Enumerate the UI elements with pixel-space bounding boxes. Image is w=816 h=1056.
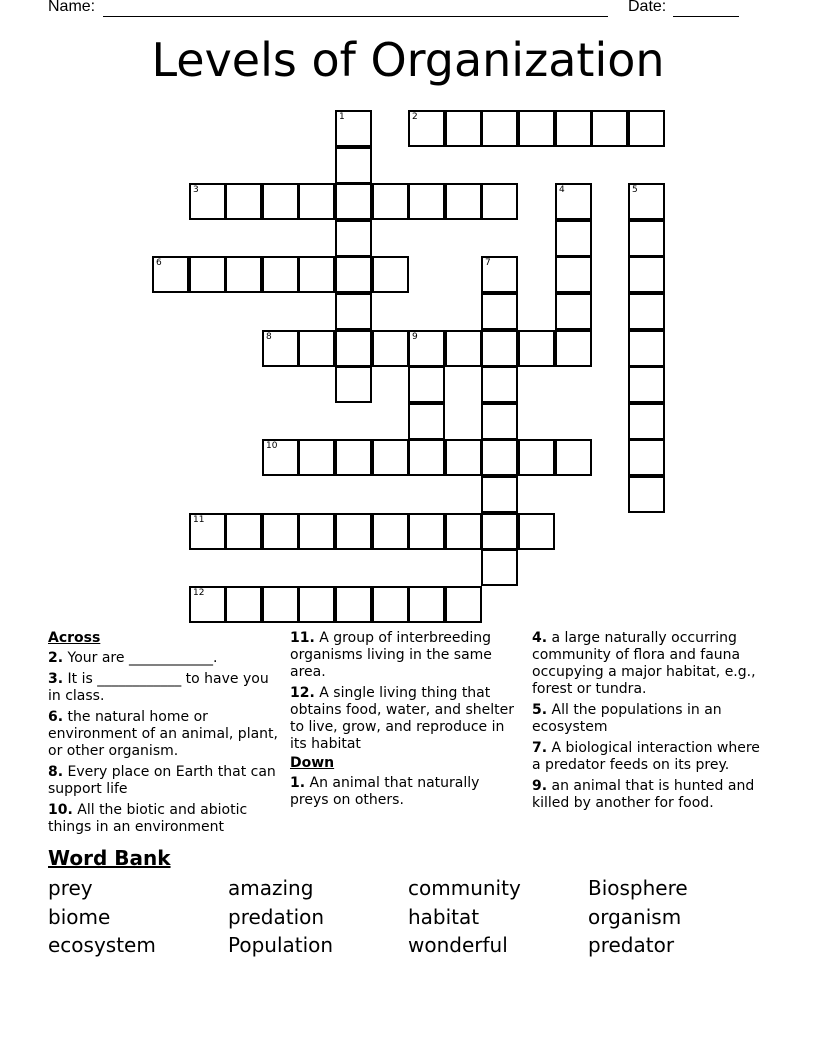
crossword-cell[interactable] (262, 183, 299, 220)
clue-number: 7 (485, 258, 491, 268)
clue-number-label: 5. (532, 702, 548, 718)
crossword-cell[interactable] (335, 256, 372, 293)
crossword-cell[interactable] (372, 256, 409, 293)
clue-number-label: 7. (532, 740, 548, 756)
crossword-cell[interactable] (298, 330, 335, 367)
clue-text: A single living thing that obtains food, water, and shelter to live, grow, and reproduce in its habitat (290, 685, 514, 752)
crossword-cell[interactable] (628, 183, 665, 220)
crossword-cell[interactable] (372, 439, 409, 476)
clue-item (290, 775, 522, 809)
crossword-cell[interactable] (591, 110, 628, 147)
crossword-cell[interactable] (408, 403, 445, 440)
clue-number-label: 11. (290, 630, 315, 646)
crossword-cell[interactable] (481, 256, 518, 293)
crossword-cell[interactable] (189, 513, 226, 550)
clue-item (48, 764, 280, 798)
clue-number-label: 1. (290, 775, 306, 791)
crossword-cell[interactable] (518, 439, 555, 476)
clue-number: 4 (559, 185, 565, 195)
crossword-cell[interactable] (628, 439, 665, 476)
clue-item (532, 778, 764, 812)
crossword-cell[interactable] (555, 330, 592, 367)
crossword-cell[interactable] (372, 513, 409, 550)
word-bank-title: Word Bank (48, 846, 171, 870)
clue-text: a large naturally occurring community of flora and fauna occupying a major habitat, e.g., forest or tundra. (532, 630, 756, 697)
clue-text: An animal that naturally preys on others. (290, 775, 480, 808)
clue-text: It is ____________ to have you in class. (48, 671, 269, 704)
word-bank-item: Biosphere (588, 876, 688, 900)
crossword-cell[interactable] (481, 439, 518, 476)
page-title: Levels of Organization (151, 33, 665, 87)
crossword-cell[interactable] (555, 256, 592, 293)
clue-text: All the populations in an ecosystem (532, 702, 722, 735)
clues-column-3 (532, 630, 764, 816)
clues-column-1 (48, 630, 280, 840)
crossword-cell[interactable] (298, 256, 335, 293)
clue-number: 8 (266, 332, 272, 342)
crossword-cell[interactable] (335, 366, 372, 403)
word-bank-item: Population (228, 933, 334, 957)
crossword-cell[interactable] (189, 256, 226, 293)
clue-number: 6 (156, 258, 162, 268)
word-bank-item: ecosystem (48, 933, 156, 957)
crossword-cell[interactable] (262, 439, 299, 476)
crossword-cell[interactable] (262, 256, 299, 293)
crossword-cell[interactable] (628, 293, 665, 330)
crossword-cell[interactable] (408, 513, 445, 550)
word-bank-item: biome (48, 904, 111, 929)
clue-text: Every place on Earth that can support life (48, 764, 276, 797)
crossword-cell[interactable] (481, 549, 518, 586)
crossword-cell[interactable] (518, 513, 555, 550)
crossword-cell[interactable] (555, 110, 592, 147)
crossword-cell[interactable] (335, 293, 372, 330)
crossword-cell[interactable] (408, 439, 445, 476)
word-bank-item: habitat (408, 904, 480, 929)
clue-number-label: 6. (48, 709, 64, 725)
word-bank-item: predator (588, 933, 675, 957)
crossword-cell[interactable] (335, 220, 372, 257)
word-bank (48, 874, 768, 960)
word-bank-item: predation (228, 904, 325, 929)
crossword-cell[interactable] (555, 293, 592, 330)
clue-number: 3 (193, 185, 199, 195)
crossword-cell[interactable] (628, 366, 665, 403)
crossword-cell[interactable] (628, 403, 665, 440)
crossword-cell[interactable] (262, 330, 299, 367)
clue-text: All the biotic and abiotic things in an environment (48, 802, 248, 835)
across-clue-list-continued (290, 630, 522, 753)
word-bank-item: prey (48, 876, 93, 900)
clue-text: Your are ____________. (63, 650, 218, 666)
crossword-cell[interactable] (445, 183, 482, 220)
across-clue-list (48, 650, 280, 836)
crossword-cell[interactable] (372, 183, 409, 220)
crossword-cell[interactable] (189, 586, 226, 623)
crossword-cell[interactable] (335, 439, 372, 476)
crossword-cell[interactable] (481, 476, 518, 513)
clue-item (48, 802, 280, 836)
clue-item (48, 709, 280, 760)
crossword-cell[interactable] (262, 513, 299, 550)
word-bank-item: wonderful (408, 933, 508, 957)
clue-item (532, 630, 764, 698)
crossword-cell[interactable] (445, 110, 482, 147)
word-bank-item: amazing (228, 876, 314, 900)
crossword-cell[interactable] (518, 110, 555, 147)
crossword-cell[interactable] (262, 586, 299, 623)
crossword-cell[interactable] (481, 183, 518, 220)
clue-number-label: 2. (48, 650, 64, 666)
crossword-cell[interactable] (372, 586, 409, 623)
clue-item (48, 650, 280, 667)
clue-number: 12 (193, 588, 205, 598)
crossword-cell[interactable] (628, 476, 665, 513)
clue-number-label: 12. (290, 685, 315, 701)
crossword-cell[interactable] (628, 220, 665, 257)
clue-number: 2 (412, 112, 418, 122)
clue-item (290, 630, 522, 681)
down-heading: Down (290, 755, 335, 771)
clue-number: 5 (632, 185, 638, 195)
clue-number: 9 (412, 332, 418, 342)
crossword-cell[interactable] (555, 220, 592, 257)
crossword-cell[interactable] (298, 439, 335, 476)
crossword-cell[interactable] (225, 183, 262, 220)
crossword-cell[interactable] (408, 366, 445, 403)
crossword-cell[interactable] (298, 183, 335, 220)
clue-number: 10 (266, 441, 278, 451)
crossword-cell[interactable] (481, 403, 518, 440)
crossword-cell[interactable] (298, 513, 335, 550)
crossword-cell[interactable] (481, 110, 518, 147)
clue-text: A biological interaction where a predator feeds on its prey. (532, 740, 760, 773)
crossword-cell[interactable] (628, 256, 665, 293)
clue-number: 1 (339, 112, 345, 122)
crossword-cell[interactable] (408, 586, 445, 623)
clues-column-2 (290, 630, 522, 813)
clue-text: an animal that is hunted and killed by another for food. (532, 778, 755, 811)
crossword-cell[interactable] (408, 110, 445, 147)
crossword-cell[interactable] (481, 366, 518, 403)
crossword-cell[interactable] (445, 513, 482, 550)
crossword-cell[interactable] (518, 330, 555, 367)
crossword-cell[interactable] (555, 183, 592, 220)
crossword-cell[interactable] (335, 183, 372, 220)
word-bank-item: organism (588, 904, 682, 929)
crossword-cell[interactable] (481, 293, 518, 330)
clue-item (532, 702, 764, 736)
crossword-cell[interactable] (628, 330, 665, 367)
crossword-cell[interactable] (445, 330, 482, 367)
clue-number-label: 4. (532, 630, 548, 646)
clue-number-label: 8. (48, 764, 64, 780)
clue-text: the natural home or environment of an animal, plant, or other organism. (48, 709, 278, 759)
crossword-cell[interactable] (481, 330, 518, 367)
crossword-cell[interactable] (225, 586, 262, 623)
crossword-cell[interactable] (335, 586, 372, 623)
crossword-cell[interactable] (225, 256, 262, 293)
name-label: Name: (48, 0, 96, 15)
clue-text: A group of interbreeding organisms living in the same area. (290, 630, 492, 680)
down-clue-list-continued (532, 630, 764, 812)
crossword-cell[interactable] (335, 513, 372, 550)
crossword-cell[interactable] (445, 439, 482, 476)
word-bank-item: community (408, 876, 521, 900)
across-heading: Across (48, 630, 101, 646)
crossword-cell[interactable] (481, 513, 518, 550)
crossword-cell[interactable] (298, 586, 335, 623)
crossword-cell[interactable] (335, 330, 372, 367)
clue-number-label: 9. (532, 778, 548, 794)
clue-number-label: 3. (48, 671, 64, 687)
down-clue-list (290, 775, 522, 809)
crossword-cell[interactable] (225, 513, 262, 550)
crossword-cell[interactable] (555, 439, 592, 476)
crossword-cell[interactable] (445, 586, 482, 623)
date-label: Date: (628, 0, 667, 15)
crossword-cell[interactable] (372, 330, 409, 367)
crossword-cell[interactable] (408, 330, 445, 367)
crossword-cell[interactable] (408, 183, 445, 220)
crossword-cell[interactable] (335, 110, 372, 147)
crossword-cell[interactable] (335, 147, 372, 184)
crossword-cell[interactable] (152, 256, 189, 293)
clue-number-label: 10. (48, 802, 73, 818)
clue-item (290, 685, 522, 753)
clue-number: 11 (193, 515, 205, 525)
crossword-cell[interactable] (628, 110, 665, 147)
crossword-cell[interactable] (189, 183, 226, 220)
clue-item (48, 671, 280, 705)
clue-item (532, 740, 764, 774)
